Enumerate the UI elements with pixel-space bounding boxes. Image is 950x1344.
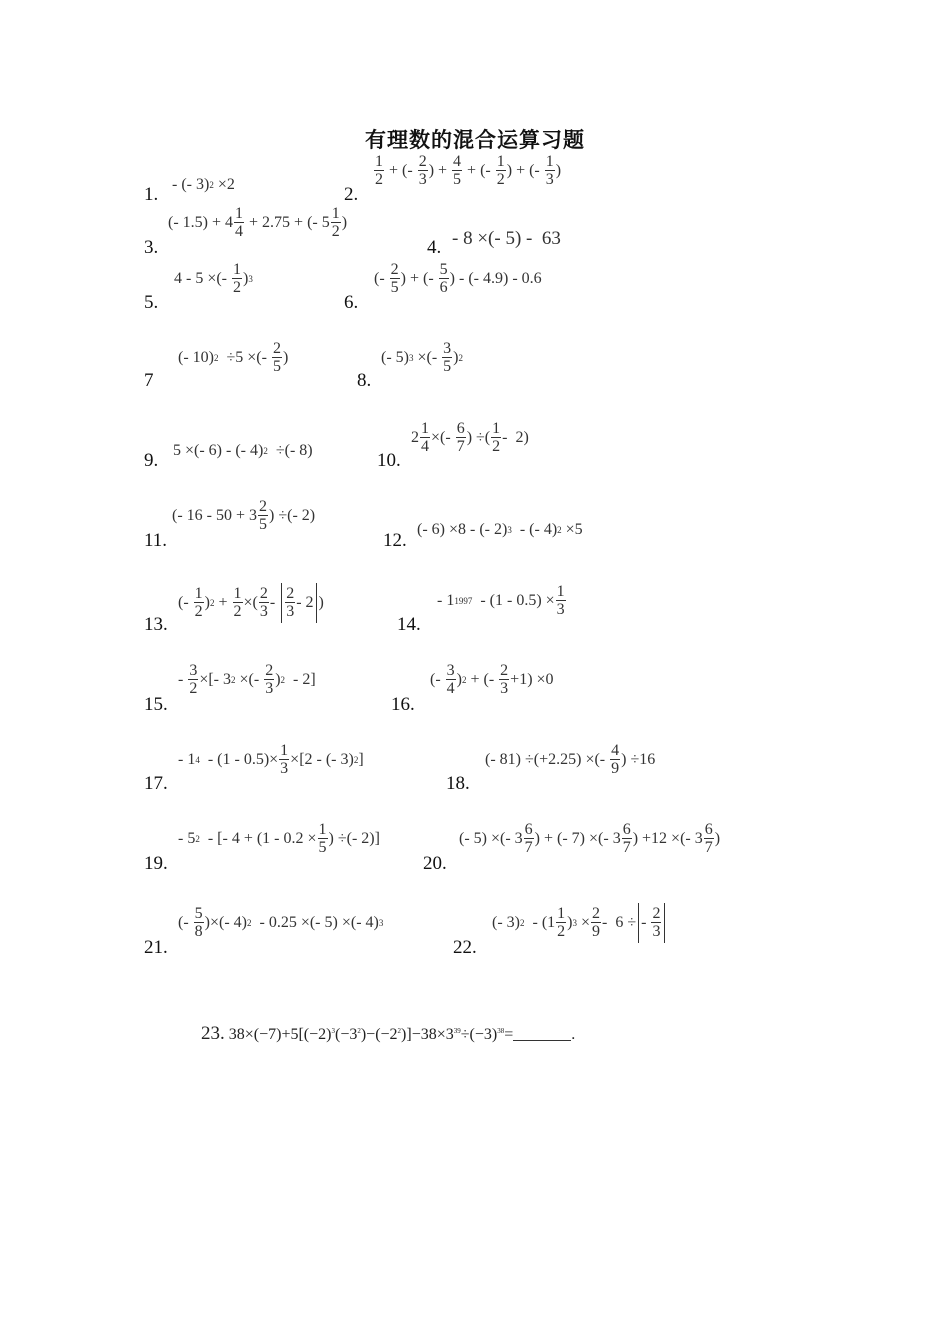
problem-13-expression: (- $\frac{1}{2}$ ) 2 + $\frac{1}{2}$ ×( $\frac{2}{3}$ - $\frac{2}{3}$ - 2 ) — [178, 583, 324, 623]
problem-2-expression: $\frac{1}{2}$ + (- $\frac{2}{3}$ ) + $\frac{4}{5}$ + (- $\frac{1}{2}$ ) + (- $\frac{1}{3}$ ) — [375, 153, 562, 188]
problem-15-number: 15. — [144, 694, 168, 715]
problem-5-expression: 4 - 5 ×(- $\frac{1}{2}$ ) 3 — [174, 261, 253, 296]
problem-21-expression: (- $\frac{5}{8}$ )×(- 4) 2 - 0.25 ×(- 5) ×(- 4) 3 — [178, 905, 384, 940]
problem-19-number: 19. — [144, 853, 168, 874]
problem-20-expression: (- 5) ×(- 3 $\frac{6}{7}$ ) + (- 7) ×(- 3 $\frac{6}{7}$ ) +12 ×(- 3 $\frac{6}{7}$ ) — [459, 821, 721, 856]
problem-9-expression: 5 ×(- 6) - (- 4) 2 ÷(- 8) — [173, 442, 313, 459]
problem-6-number: 6. — [344, 292, 359, 313]
problem-11-expression: (- 16 - 50 + 3 $\frac{2}{5}$ ) ÷(- 2) — [172, 498, 316, 533]
problem-4-number: 4. — [427, 237, 442, 258]
problem-1-expression: - (- 3) 2 ×2 — [172, 176, 235, 193]
problem-19-expression: - 5 2 - [- 4 + (1 - 0.2 × $\frac{1}{5}$ ) ÷(- 2)] — [178, 821, 380, 856]
problem-12-expression: (- 6) ×8 - (- 2) 3 - (- 4) 2 ×5 — [417, 521, 583, 538]
problem-16-number: 16. — [391, 694, 415, 715]
problem-6-expression: (- $\frac{2}{5}$ ) + (- $\frac{5}{6}$ ) - (- 4.9) - 0.6 — [374, 261, 542, 296]
problem-23: 23. $38\times(-7)+5[(-2)^3(-3^2)-(-2^2)]-38\times 3^{39}\div(-3)^{38}=$ . — [201, 1023, 576, 1044]
problem-18-number: 18. — [446, 773, 470, 794]
problem-3-expression: (- 1.5) + 4 $\frac{1}{4}$ + 2.75 + (- 5 $\frac{1}{2}$ ) — [168, 205, 348, 240]
problem-2-number: 2. — [344, 184, 359, 205]
problem-22-expression: (- 3) 2 - (1 $\frac{1}{2}$ ) 3 × $\frac{2}{9}$ - 6 ÷ - $\frac{2}{3}$ — [492, 903, 667, 943]
problem-1-number: 1. — [144, 184, 159, 205]
problem-21-number: 21. — [144, 937, 168, 958]
problem-7-expression: (- 10) 2 ÷5 ×(- $\frac{2}{5}$ ) — [178, 340, 289, 375]
problem-14-expression: - 1 1997 - (1 - 0.5) × $\frac{1}{3}$ — [437, 583, 565, 618]
problem-15-expression: - $\frac{3}{2}$ ×[- 3 2 ×(- $\frac{2}{3}$ ) 2 - 2] — [178, 662, 316, 697]
problem-12-number: 12. — [383, 530, 407, 551]
worksheet-title: 有理数的混合运算习题 — [365, 128, 585, 152]
problem-18-expression: (- 81) ÷(+2.25) ×(- $\frac{4}{9}$ ) ÷16 — [485, 742, 656, 777]
problem-17-number: 17. — [144, 773, 168, 794]
problem-16-expression: (- $\frac{3}{4}$ ) 2 + (- $\frac{2}{3}$ +1) ×0 — [430, 662, 554, 697]
problem-11-number: 11. — [144, 530, 168, 551]
problem-3-number: 3. — [144, 237, 159, 258]
problem-8-number: 8. — [357, 370, 372, 391]
problem-5-number: 5. — [144, 292, 159, 313]
problem-14-number: 14. — [397, 614, 421, 635]
answer-blank[interactable] — [513, 1026, 571, 1041]
problem-10-expression: 2 $\frac{1}{4}$ ×(- $\frac{6}{7}$ ) ÷( $\frac{1}{2}$ - 2) — [411, 420, 529, 455]
problem-13-number: 13. — [144, 614, 168, 635]
problem-22-number: 22. — [453, 937, 477, 958]
problem-8-expression: (- 5) 3 ×(- $\frac{3}{5}$ ) 2 — [381, 340, 463, 375]
problem-4-expression: - 8 ×(- 5) - 63 — [452, 228, 561, 249]
problem-23-number: 23. — [201, 1023, 225, 1044]
problem-10-number: 10. — [377, 450, 401, 471]
problem-9-number: 9. — [144, 450, 159, 471]
problem-17-expression: - 1 4 - (1 - 0.5)× $\frac{1}{3}$ ×[2 - (- 3) 2 ] — [178, 742, 364, 777]
problem-7-number: 7 — [144, 370, 154, 391]
problem-20-number: 20. — [423, 853, 447, 874]
